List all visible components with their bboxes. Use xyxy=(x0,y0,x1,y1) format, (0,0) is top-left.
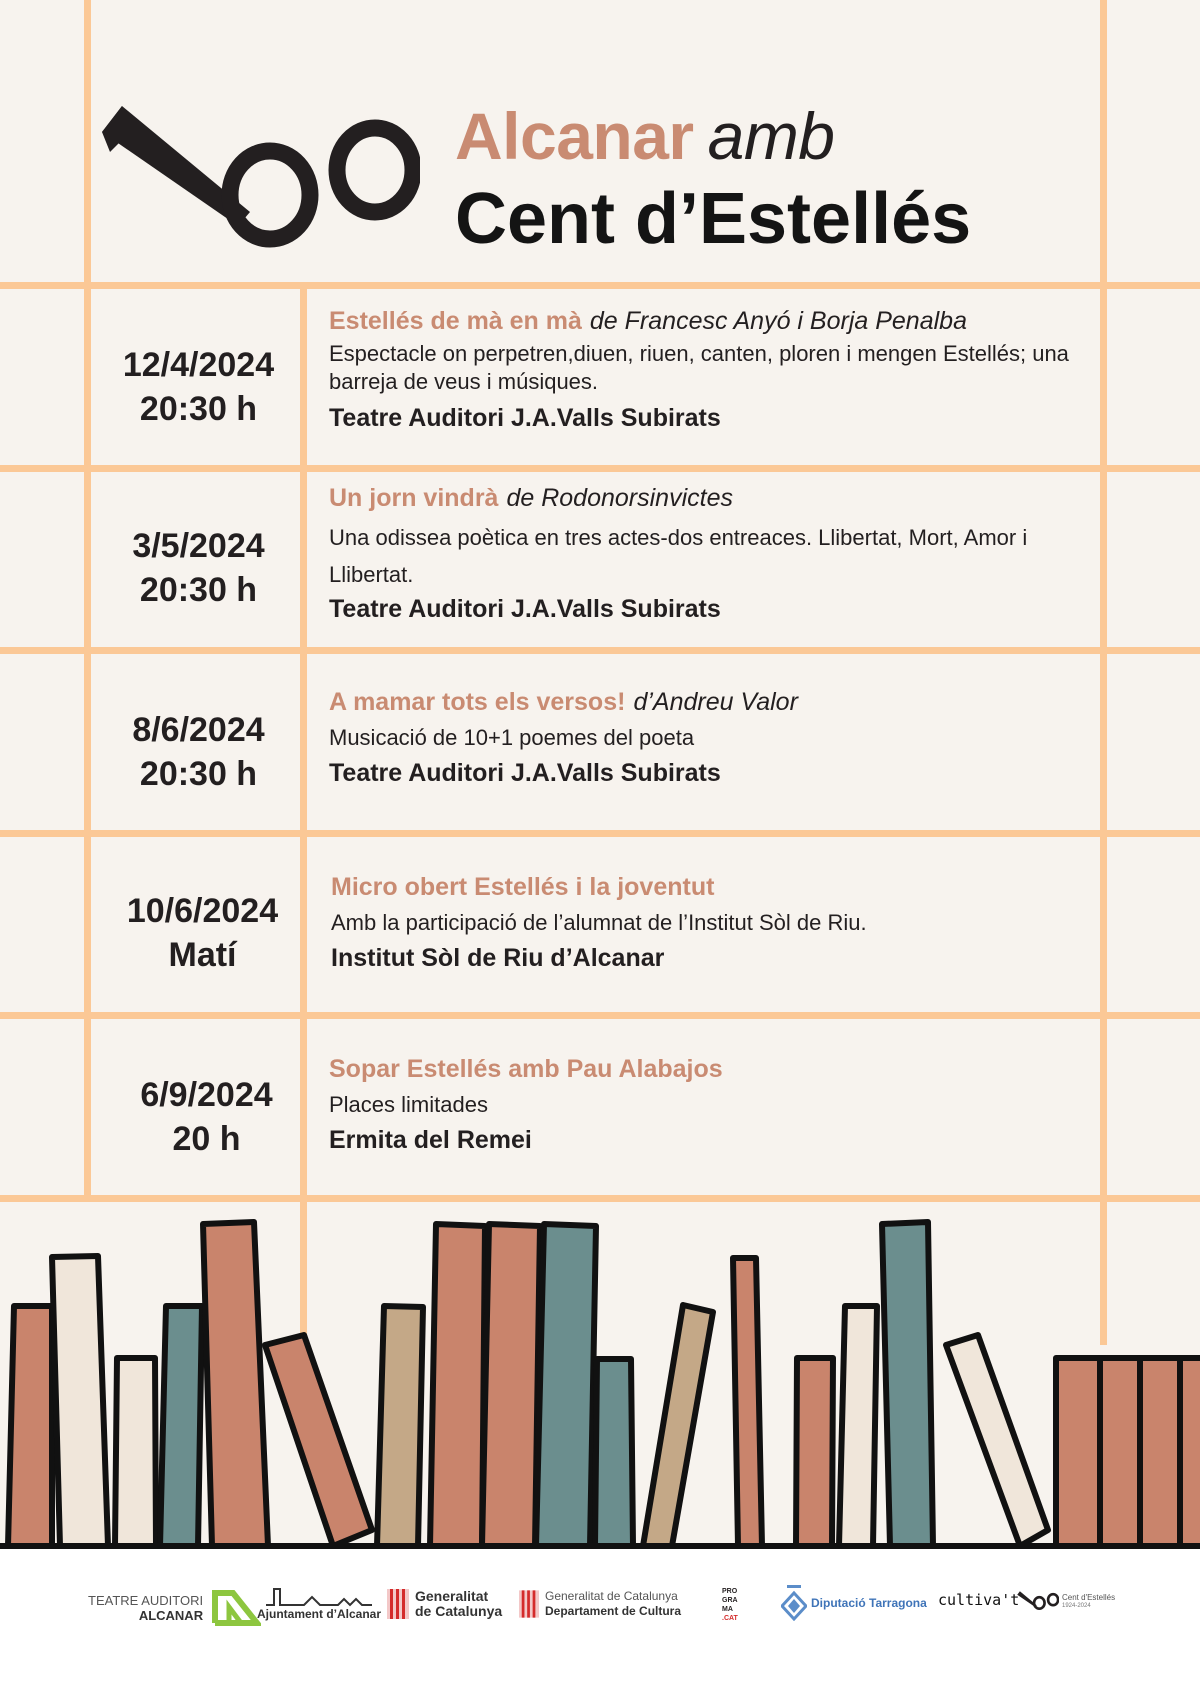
event-info xyxy=(329,688,1129,788)
event-datetime xyxy=(94,343,303,431)
event-row xyxy=(94,837,1103,1012)
bookshelf-illustration-icon xyxy=(0,1200,1200,1549)
event-time: Matí xyxy=(168,936,237,974)
title-alcanar: Alcanar xyxy=(455,99,694,173)
event-venue: Institut Sòl de Riu d’Alcanar xyxy=(331,944,665,972)
senyera-icon xyxy=(387,1589,409,1619)
grid-line xyxy=(0,282,1200,289)
logo-diputacio-tarragona: Diputació Tarragona xyxy=(781,1585,927,1621)
grid-line xyxy=(0,830,1200,837)
event-date: 8/6/2024 xyxy=(132,711,265,749)
event-info xyxy=(331,873,1131,973)
event-datetime xyxy=(98,889,307,977)
event-author: d’Andreu Valor xyxy=(633,688,798,716)
sponsor-footer xyxy=(0,1549,1200,1687)
title-line-2: Cent d’Estellés xyxy=(455,179,972,259)
diputacio-diamond-icon xyxy=(781,1585,807,1621)
event-description: Una odissea poètica en tres actes-dos entreaces. Llibertat, Mort, Amor i Llibertat. xyxy=(329,525,1028,587)
logo-cent-estelles xyxy=(1017,1589,1115,1613)
event-venue: Teatre Auditori J.A.Valls Subirats xyxy=(329,759,721,787)
event-date: 12/4/2024 xyxy=(122,346,275,384)
event-row xyxy=(94,1019,1103,1195)
grid-line xyxy=(0,647,1200,654)
logo-programa-cat: PRO GRA MA .CAT xyxy=(722,1588,738,1622)
event-time: 20 h xyxy=(172,1120,241,1158)
logo-teatre-auditori-alcanar xyxy=(88,1589,261,1627)
event-info xyxy=(329,1055,1129,1155)
event-datetime xyxy=(94,708,303,796)
event-description: Espectacle on perpetren,diuen, riuen, canten, ploren i mengen Estellés; una barreja de veus i músiques. xyxy=(329,341,1069,394)
event-datetime xyxy=(102,1073,311,1161)
event-title-text: A mamar tots els versos! xyxy=(329,688,626,716)
event-row xyxy=(94,654,1103,830)
event-description: Amb la participació de l’alumnat de l’Institut Sòl de Riu. xyxy=(331,910,867,935)
logo-text: Cent d'Estellés 1924-2024 xyxy=(1062,1592,1116,1609)
title-amb: amb xyxy=(707,99,835,173)
event-row xyxy=(94,472,1103,647)
event-venue: Teatre Auditori J.A.Valls Subirats xyxy=(329,404,721,432)
event-description: Places limitades xyxy=(329,1092,488,1117)
event-author: de Rodonorsinvictes xyxy=(506,484,733,512)
logo-generalitat xyxy=(387,1589,502,1619)
event-time: 20:30 h xyxy=(139,390,258,428)
grid-line xyxy=(0,465,1200,472)
event-title xyxy=(329,307,1129,336)
event-info xyxy=(329,484,1129,624)
logo-cultivat: cultiva't xyxy=(938,1591,1020,1609)
logo-text: TEATRE AUDITORI ALCANAR xyxy=(88,1593,204,1623)
event-venue: Ermita del Remei xyxy=(329,1126,532,1154)
event-time: 20:30 h xyxy=(139,571,258,609)
event-datetime xyxy=(94,524,303,612)
event-title-text: Estellés de mà en mà xyxy=(329,307,582,335)
event-venue: Teatre Auditori J.A.Valls Subirats xyxy=(329,595,721,623)
teatre-auditori-mark-icon xyxy=(211,1589,261,1627)
event-title xyxy=(329,1055,1129,1084)
grid-line xyxy=(84,0,91,1200)
ajuntament-skyline-icon xyxy=(264,1585,374,1607)
title-line-1 xyxy=(455,98,835,174)
logo-ajuntament-alcanar: Ajuntament d’Alcanar xyxy=(257,1585,381,1622)
cent-estelles-small-icon xyxy=(1017,1589,1059,1613)
event-date: 6/9/2024 xyxy=(140,1076,273,1114)
logo-departament-cultura xyxy=(519,1589,681,1619)
event-title-text: Sopar Estellés amb Pau Alabajos xyxy=(329,1055,723,1083)
event-author: de Francesc Anyó i Borja Penalba xyxy=(589,307,967,335)
logo-text: Generalitat de Catalunya Departament de Cultura xyxy=(545,1589,682,1618)
grid-line xyxy=(0,1012,1200,1019)
event-date: 3/5/2024 xyxy=(132,527,265,565)
logo-text: Generalitat de Catalunya xyxy=(415,1588,503,1619)
event-title xyxy=(329,484,1129,513)
event-date: 10/6/2024 xyxy=(126,892,279,930)
event-title xyxy=(329,688,1129,717)
event-time: 20:30 h xyxy=(139,755,258,793)
event-title-text: Un jorn vindrà xyxy=(329,484,499,512)
event-title-text: Micro obert Estellés i la joventut xyxy=(331,873,715,901)
event-title xyxy=(331,873,1131,902)
event-info xyxy=(329,307,1129,433)
cent-estelles-logo-icon xyxy=(100,100,420,260)
event-description: Musicació de 10+1 poemes del poeta xyxy=(329,725,695,750)
event-row xyxy=(94,289,1103,465)
senyera-icon xyxy=(519,1590,539,1618)
